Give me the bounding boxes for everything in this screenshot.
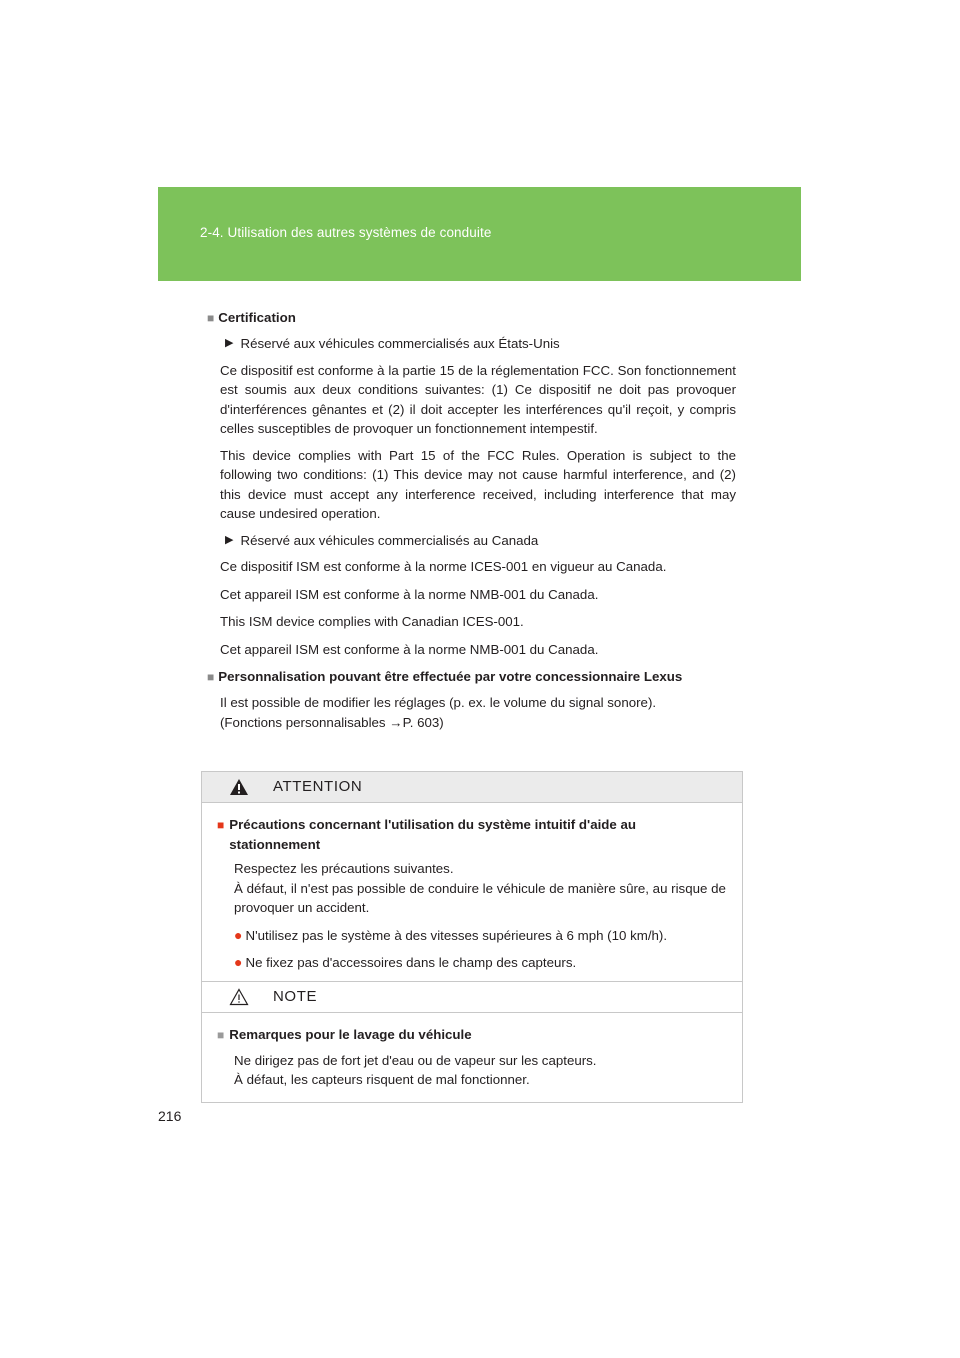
square-bullet-icon: ■ bbox=[217, 818, 225, 832]
personalisation-heading-text: Personnalisation pouvant être effectuée par votre concessionnaire Lexus bbox=[218, 669, 683, 684]
circle-bullet-icon: ● bbox=[234, 954, 243, 970]
attention-header bbox=[202, 772, 742, 803]
attention-bullet-text: N'utilisez pas le système à des vitesses supérieures à 6 mph (10 km/h). bbox=[245, 927, 668, 943]
canada-line: This ISM device complies with Canadian ICES-001. bbox=[220, 614, 524, 629]
us-french-text: Ce dispositif est conforme à la partie 15 de la réglementation FCC. Son fonctionnement est soumis aux deux conditions suivantes: (1) Ce dispositif ne doit pas provoquer d'interférences gênantes et (2) il doit accepter les interférences qu'il reçoit, y compris celles susceptibles de provoquer un fonctionnement intempestif. bbox=[220, 362, 736, 436]
attention-subheading-text: Précautions concernant l'utilisation du système intuitif d'aide au stationnement bbox=[229, 817, 637, 852]
personalisation-line2: (Fonctions personnalisables bbox=[220, 714, 386, 730]
attention-label: ATTENTION bbox=[273, 778, 363, 795]
attention-line2: À défaut, il n'est pas possible de conduire le véhicule de manière sûre, au risque de provoquer un accident. bbox=[234, 880, 726, 915]
attention-bullet bbox=[217, 953, 730, 973]
canada-line: Ce dispositif ISM est conforme à la norme ICES-001 en vigueur au Canada. bbox=[220, 559, 667, 574]
attention-subheading bbox=[217, 815, 730, 854]
arrow-right-icon: ▶ bbox=[225, 533, 234, 546]
section-title: 2-4. Utilisation des autres systèmes de conduite bbox=[200, 225, 492, 240]
note-line2: À défaut, les capteurs risquent de mal fonctionner. bbox=[234, 1072, 530, 1087]
personalisation-heading bbox=[207, 667, 736, 687]
note-line1: Ne dirigez pas de fort jet d'eau ou de vapeur sur les capteurs. bbox=[234, 1052, 597, 1068]
main-content bbox=[207, 308, 736, 732]
warning-triangle-icon bbox=[229, 778, 249, 796]
attention-bullet-text: Ne fixez pas d'accessoires dans le champ des capteurs. bbox=[245, 955, 577, 970]
certification-heading bbox=[207, 308, 736, 328]
canada-line: Cet appareil ISM est conforme à la norme NMB-001 du Canada. bbox=[220, 586, 599, 602]
square-bullet-icon: ■ bbox=[217, 1028, 225, 1042]
note-subheading-text: Remarques pour le lavage du véhicule bbox=[229, 1027, 472, 1042]
personalisation-line1: Il est possible de modifier les réglages (p. ex. le volume du signal sonore). bbox=[220, 695, 657, 710]
certification-heading-text: Certification bbox=[218, 310, 296, 325]
arrow-right-icon: → bbox=[389, 714, 403, 730]
square-bullet-icon: ■ bbox=[207, 670, 215, 684]
arrow-right-icon: ▶ bbox=[225, 337, 234, 349]
square-bullet-icon: ■ bbox=[207, 311, 215, 325]
page-number: 216 bbox=[158, 1108, 182, 1124]
circle-bullet-icon: ● bbox=[234, 926, 243, 943]
note-subheading bbox=[217, 1025, 730, 1046]
attention-box bbox=[201, 771, 743, 986]
section-header-band bbox=[158, 187, 801, 281]
attention-bullet bbox=[217, 926, 730, 946]
attention-line1: Respectez les précautions suivantes. bbox=[234, 861, 454, 876]
personalisation-text bbox=[220, 693, 736, 732]
us-label: Réservé aux véhicules commercialisés aux États-Unis bbox=[240, 336, 560, 351]
us-label-row bbox=[220, 334, 736, 354]
note-box bbox=[201, 981, 743, 1103]
note-header bbox=[202, 982, 742, 1013]
note-label: NOTE bbox=[273, 988, 318, 1005]
page-reference-link[interactable]: P. 603) bbox=[402, 714, 444, 730]
canada-label-row bbox=[220, 531, 736, 551]
us-english-text: This device complies with Part 15 of the FCC Rules. Operation is subject to the following two conditions: (1) This device may not cause harmful interference, and (2) this device must accept any interference received, including interference that may cause undesired operation. bbox=[220, 447, 736, 521]
canada-label: Réservé aux véhicules commercialisés au Canada bbox=[240, 532, 539, 548]
warning-triangle-icon bbox=[229, 988, 249, 1006]
canada-line: Cet appareil ISM est conforme à la norme NMB-001 du Canada. bbox=[220, 641, 599, 657]
